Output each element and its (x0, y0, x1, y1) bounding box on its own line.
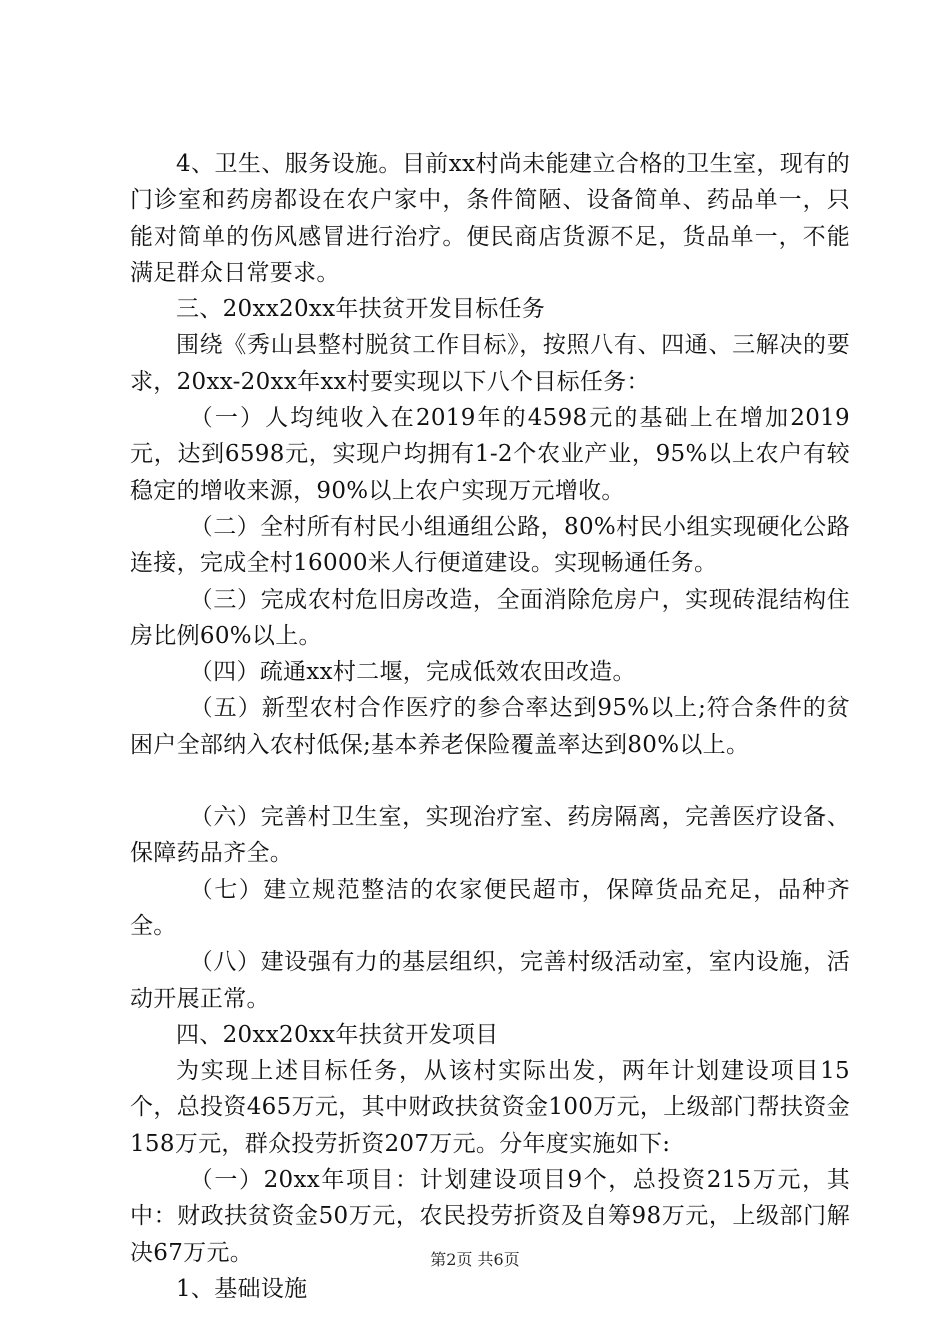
document-body (130, 146, 850, 1307)
goal-item-6: （六）完善村卫生室，实现治疗室、药房隔离，完善医疗设备、保障药品齐全。 (130, 804, 850, 867)
section-heading-projects: 四、20xx20xx年扶贫开发项目 (176, 1021, 499, 1048)
section-heading-goals: 三、20xx20xx年扶贫开发目标任务 (176, 296, 546, 323)
goal-item-2: （二）全村所有村民小组通组公路，80%村民小组实现硬化公路连接，完成全村16000米人行便道建设。实现畅通任务。 (130, 513, 850, 577)
goal-item-7: （七）建立规范整洁的农家便民超市，保障货品充足，品种齐全。 (130, 876, 850, 939)
paragraph-goals-intro: 围绕《秀山县整村脱贫工作目标》，按照八有、四通、三解决的要求，20xx-20xx年xx村要实现以下八个目标任务： (130, 332, 850, 395)
goal-item-4: （四）疏通xx村二堰，完成低效农田改造。 (189, 659, 636, 686)
goal-item-1: （一）人均纯收入在2019年的4598元的基础上在增加2019元，达到6598元，实现户均拥有1-2个农业产业，95%以上农户有较稳定的增收来源，90%以上农户实现万元增收。 (130, 405, 850, 504)
goal-item-3: （三）完成农村危旧房改造，全面消除危房户，实现砖混结构住房比例60%以上。 (130, 586, 850, 649)
blank-line (130, 763, 850, 799)
paragraph-health-facilities: 4、卫生、服务设施。目前xx村尚未能建立合格的卫生室，现有的门诊室和药房都设在农户家中，条件简陋、设备简单、药品单一，只能对简单的伤风感冒进行治疗。便民商店货源不足，货品单一，不能满足群众日常要求。 (130, 151, 850, 286)
paragraph-projects-intro: 为实现上述目标任务，从该村实际出发，两年计划建设项目15个，总投资465万元，其中财政扶贫资金100万元，上级部门帮扶资金158万元，群众投劳折资207万元。分年度实施如下: (130, 1058, 850, 1157)
goal-item-5: （五）新型农村合作医疗的参合率达到95%以上;符合条件的贫困户全部纳入农村低保;基本养老保险覆盖率达到80%以上。 (130, 695, 850, 758)
page-footer (0, 1249, 950, 1271)
project-year-item-1: （一）20xx年项目：计划建设项目9个，总投资215万元，其中：财政扶贫资金50万元，农民投劳折资及自筹98万元，上级部门解决67万元。 (130, 1167, 850, 1266)
goal-item-8: （八）建设强有力的基层组织，完善村级活动室，室内设施，活动开展正常。 (130, 949, 850, 1012)
subheading-infrastructure: 1、基础设施 (176, 1275, 308, 1302)
page-number: 第2页 共6页 (430, 1250, 520, 1269)
